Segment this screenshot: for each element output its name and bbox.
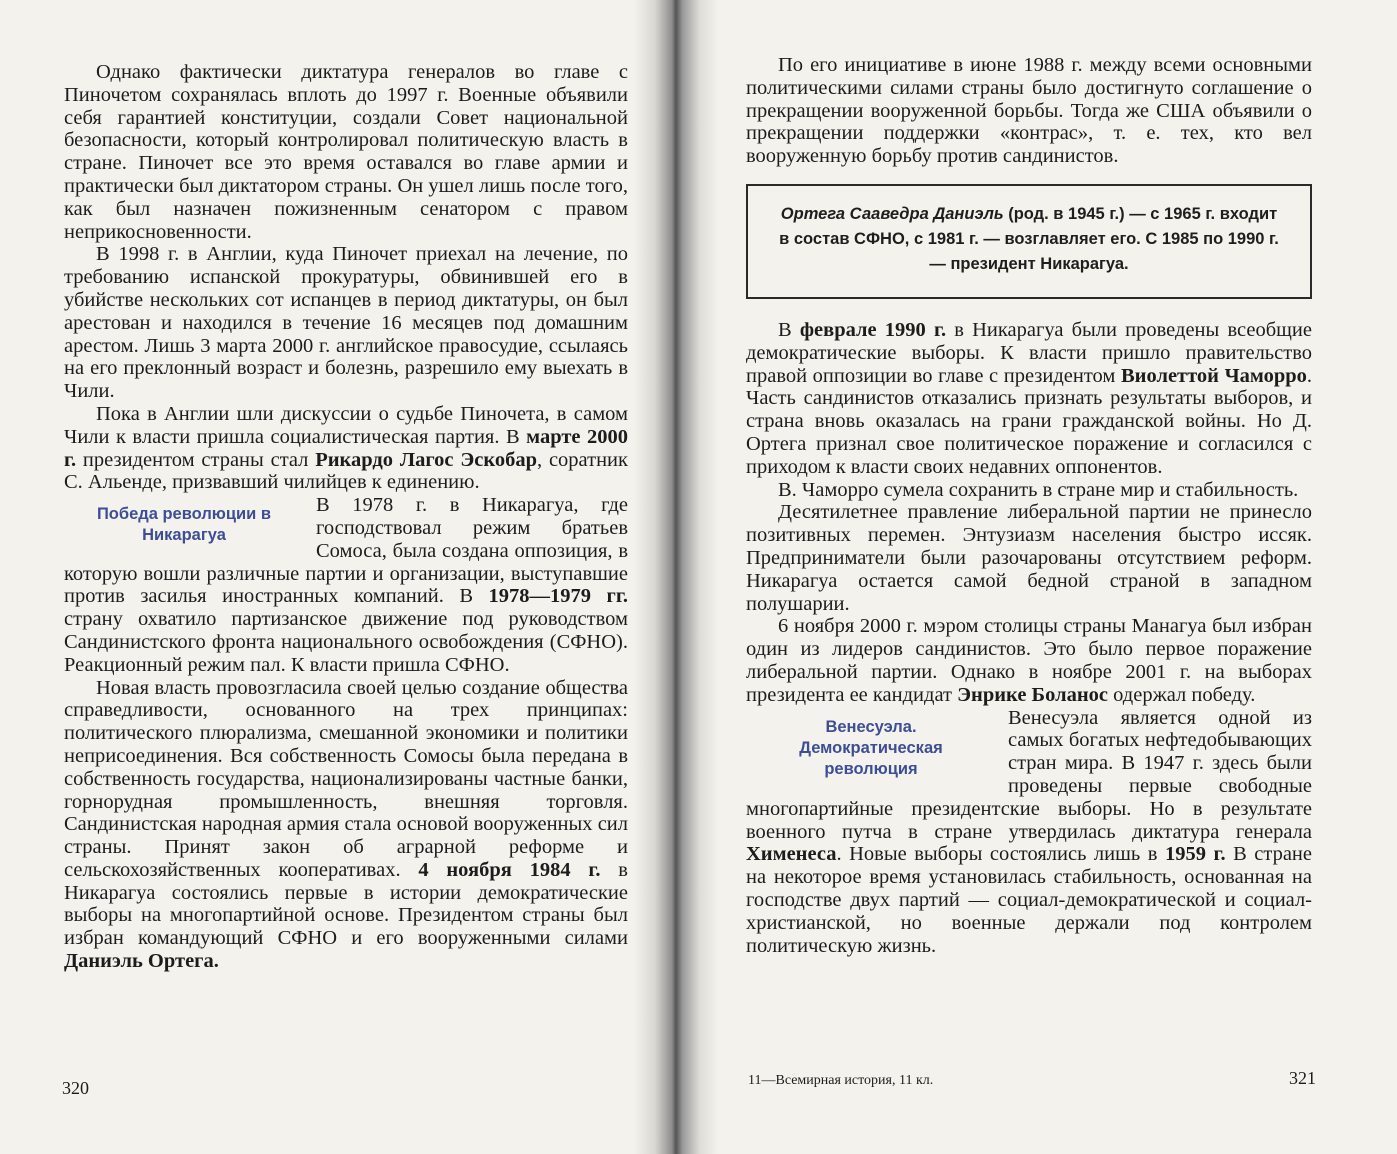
paragraph: В. Чаморро сумела сохранить в стране мир и стабильность. bbox=[778, 478, 1299, 501]
text: Венесуэла является одной из самых богатых нефтедобывающих стран мира. В 1947 г. здесь были проведены первые свободные многопартийные президентские выборы. Но в результате военного путча в стране утвердилась диктатура генерала bbox=[746, 706, 1312, 843]
text: В 1978 г. в Никарагуа, где господствовал режим братьев Сомоса, была создана оппозиция, в которую вошли различные партии и организации, выступавшие против засилья иностранных компаний. В bbox=[64, 494, 628, 608]
bold-date: 1959 г. bbox=[1164, 843, 1226, 866]
heading-line: Венесуэла. bbox=[825, 717, 917, 736]
bold-name: Даниэль Ортега. bbox=[64, 950, 219, 973]
section-heading-nicaragua bbox=[64, 504, 304, 546]
text: 6 ноября 2000 г. мэром столицы страны Манагуа был избран один из лидеров сандинистов. Это было первое поражение либеральной партии. Однако в ноябре 2001 г. на выборах президента ее кандидат bbox=[746, 615, 1312, 706]
text: одержал победу. bbox=[1108, 683, 1256, 706]
bold-date: 4 ноября 1984 г. bbox=[418, 858, 601, 881]
heading-line: Никарагуа bbox=[142, 526, 226, 545]
text: , соратник С. Альенде, призвавший чилийцев к единению. bbox=[64, 448, 628, 494]
text: в Никарагуа состоялись первые в истории демократические выборы на многопартийной основе. Президентом страны был избран командующий СФНО и его вооруженными силами bbox=[64, 858, 628, 950]
text: Новая власть провозгласила своей целью создание общества справедливости, основанного на трех принципах: политического плюрализма, смешанной экономики и политики неприсоединения. Вся собственность Сомосы была передана в собственность государства, национализированы частные банки, горнорудная промышленность, внешняя торговля. Сандинистская народная армия стала основой вооруженных сил страны. Принят закон об аграрной реформе и сельскохозяйственных кооперативах. bbox=[64, 676, 628, 881]
bold-name: Хименеса bbox=[746, 843, 837, 866]
paragraph: В 1998 г. в Англии, куда Пиночет приехал на лечение, по требованию испанской прокуратуры, обвинившей его в убийстве нескольких сот испанцев в период диктатуры, он был арестован и находился в течение 16 месяцев под домашним арестом. Лишь 3 марта 2000 г. английское правосудие, ссылаясь на его преклонный возраст и болезнь, разрешило ему выехать в Чили. bbox=[64, 243, 628, 403]
text: страну охватило партизанское движение под руководством Сандинистского фронта национального освобождения (СФНО). Реакционный режим пал. К власти пришла СФНО. bbox=[64, 608, 628, 676]
text: в Никарагуа были проведены всеобщие демократические выборы. К власти пришло правительство правой оппозиции во главе с президентом bbox=[746, 318, 1312, 387]
paragraph bbox=[64, 677, 628, 973]
paragraph: Десятилетнее правление либеральной партии не принесло позитивных перемен. Энтузиазм населения быстро иссяк. Предприниматели были разочарованы отсутствием реформ. Никарагуа остается самой бедной страной в западном полушарии. bbox=[746, 501, 1312, 615]
left-page bbox=[0, 0, 640, 1154]
paragraph bbox=[64, 403, 628, 494]
bold-name: Рикардо Лагос Эскобар bbox=[315, 448, 538, 471]
heading-line: революция bbox=[824, 759, 918, 778]
bold-name: Виолеттой Чаморро bbox=[1120, 364, 1307, 387]
bio-name: Ортега Сааведра Даниэль bbox=[780, 204, 1004, 223]
bold-date: феврале 1990 г. bbox=[799, 318, 947, 341]
heading-line: Победа революции в bbox=[96, 505, 272, 524]
page-footer: 11—Всемирная история, 11 кл. bbox=[748, 1073, 934, 1088]
page-number: 320 bbox=[62, 1078, 89, 1098]
paragraph: По его инициативе в июне 1988 г. между всеми основными политическими силами страны было достигнуто соглашение о прекращении вооруженной борьбы. Тогда же США объявили о прекращении поддержки «контрас», т. е. тех, кто вел вооруженную борьбу против сандинистов. bbox=[746, 54, 1312, 168]
right-column bbox=[746, 54, 1312, 957]
biography-box bbox=[746, 184, 1312, 299]
text: . Часть сандинистов отказались признать результаты выборов, и страна вновь оказалась на грани гражданской войны. Но Д. Ортега признал свое политическое поражение и согласился с приходом к власти своих недавних оппонентов. bbox=[746, 364, 1312, 478]
bio-text: (род. в 1945 г.) — с 1965 г. входит в состав СФНО, с 1981 г. — возглавляет его. С 1985 по 1990 г. — президент Никарагуа. bbox=[779, 204, 1279, 273]
text: Пока в Англии шли дискуссии о судьбе Пиночета, в самом Чили к власти пришла социалистическая партия. В bbox=[64, 402, 628, 448]
text: президентом страны стал bbox=[76, 448, 316, 471]
bold-name: Энрике Боланос bbox=[957, 683, 1109, 706]
bold-date: марте 2000 г. bbox=[64, 425, 628, 471]
paragraph bbox=[746, 319, 1312, 479]
paragraph bbox=[746, 615, 1312, 706]
text: . Новые выборы состоялись лишь в bbox=[836, 843, 1165, 866]
heading-line: Демократическая bbox=[799, 738, 943, 757]
bold-date: 1978—1979 гг. bbox=[488, 585, 628, 608]
page-number: 321 bbox=[1289, 1068, 1316, 1088]
text: В стране на некоторое время установилась стабильность, основанная на господстве двух партий — социал-демократической и социал-христианской, но военные держали под контролем политическую жизнь. bbox=[746, 843, 1312, 957]
paragraph: Однако фактически диктатура генералов во главе с Пиночетом сохранялась вплоть до 1997 г. Военные объявили себя гарантией конституции, создали Совет национальной безопасности, который контролировал политическую власть в стране. Пиночет все это время оставался во главе армии и практически был диктатором страны. Он ушел лишь после того, как был назначен пожизненным сенатором с правом неприкосновенности. bbox=[64, 61, 628, 243]
text: В bbox=[778, 318, 800, 341]
left-column bbox=[64, 61, 628, 973]
section-heading-venezuela bbox=[746, 717, 996, 780]
right-page bbox=[700, 0, 1397, 1154]
